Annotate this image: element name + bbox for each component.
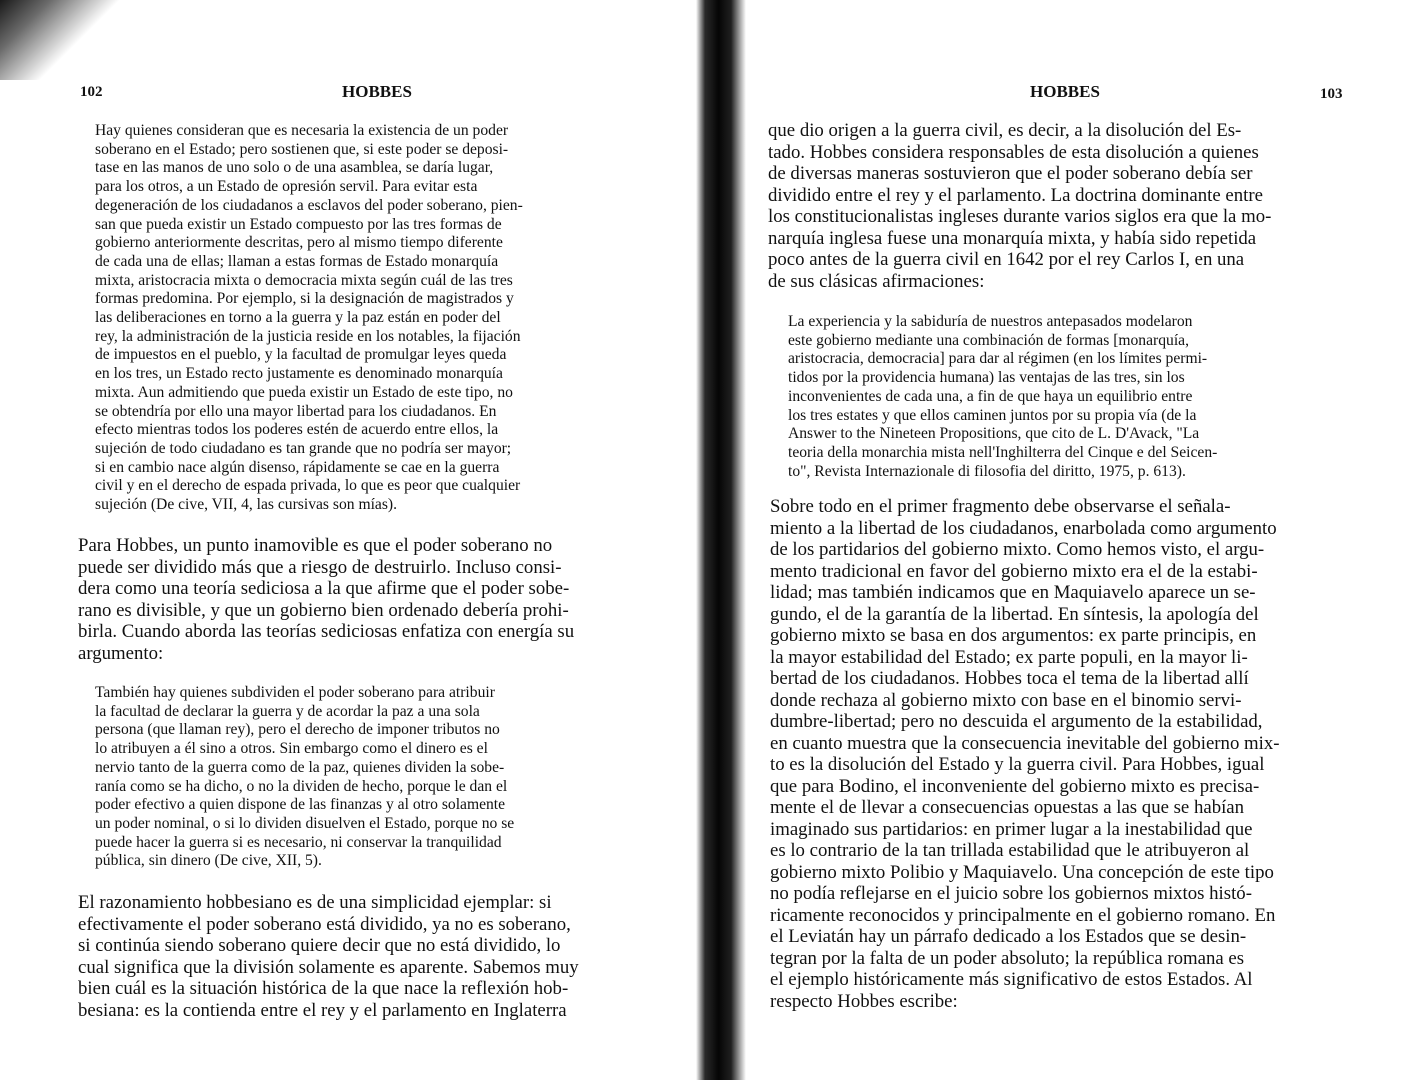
- paragraph: [768, 120, 1358, 292]
- text-line: gobierno mixto se basa en dos argumentos: ex parte principis, en: [770, 625, 1257, 646]
- text-line: cual significa que la división solamente es aparente. Sabemos muy: [78, 956, 579, 978]
- text-line: es lo contrario de la tan trillada estabilidad que le atribuyeron al: [770, 840, 1250, 861]
- text-line: efectivamente el poder soberano está dividido, ya no es soberano,: [78, 913, 571, 935]
- text-line: el Leviatán hay un párrafo dedicado a los Estados que se desin-: [770, 926, 1247, 947]
- text-line: tegran por la falta de un poder absoluto; la república romana es: [770, 947, 1245, 969]
- text-line: que para Bodino, el inconveniente del gobierno mixto es precisa-: [770, 775, 1260, 797]
- text-line: persona (que llaman rey), pero el derecho de imponer tributos no: [95, 721, 500, 739]
- text-line: dividido entre el rey y el parlamento. La doctrina dominante entre: [768, 184, 1263, 206]
- text-line: sujeción (De cive, VII, 4, las cursivas son mías).: [95, 496, 397, 514]
- text-line: teoria della monarchia mista nell'Inghilterra del Cinque e del Seicen-: [788, 443, 1218, 461]
- text-line: nervio tanto de la guerra como de la paz, quienes dividen la sobe-: [95, 758, 505, 776]
- text-line: de los partidarios del gobierno mixto. Como hemos visto, el argu-: [770, 539, 1265, 560]
- paragraph: [78, 892, 670, 1021]
- text-line: aristocracia, democracia] para dar al régimen (en los límites permi-: [788, 350, 1208, 368]
- text-line: inconvenientes de cada una, a fin de que haya un equilibrio entre: [788, 387, 1193, 405]
- text-line: en los tres, un Estado recto justamente es denominado monarquía: [95, 365, 503, 383]
- text-line: pública, sin dinero (De cive, XII, 5).: [95, 852, 322, 870]
- text-line: bertad de los ciudadanos. Hobbes toca el tema de la libertad allí: [770, 668, 1249, 689]
- text-line: puede ser dividido más que a riesgo de destruirlo. Incluso consi-: [78, 556, 562, 578]
- book-gutter: [696, 0, 746, 1080]
- text-line: to", Revista Internazionale di filosofia del diritto, 1975, p. 613).: [788, 462, 1186, 480]
- text-line: rey, la administración de la justicia reside en los notables, la fijación: [95, 327, 521, 345]
- text-line: mento tradicional en favor del gobierno mixto era el de la estabi-: [770, 560, 1258, 582]
- text-line: gobierno anteriormente descritas, pero al mismo tiempo diferente: [95, 234, 503, 252]
- text-line: También hay quienes subdividen el poder soberano para atribuir: [95, 684, 495, 701]
- text-line: no podía reflejarse en el juicio sobre los gobiernos mixtos histó-: [770, 883, 1252, 904]
- text-line: gundo, el de la garantía de la libertad. En síntesis, la apología del: [770, 603, 1259, 625]
- block-quote: [788, 313, 1353, 481]
- text-line: donde rechaza al gobierno mixto con base en el binomio servi-: [770, 689, 1242, 711]
- running-head: HOBBES: [1030, 82, 1100, 101]
- page-number: 102: [80, 84, 103, 100]
- text-line: besiana: es la contienda entre el rey y el parlamento en Inglaterra: [78, 999, 567, 1021]
- text-line: mente el de llevar a consecuencias opuestas a las que se habían: [770, 797, 1245, 818]
- text-line: lo atribuyen a él sino a otros. Sin embargo como el dinero es el: [95, 740, 488, 758]
- text-line: los tres estates y que ellos caminen juntos por su propia vía (de la: [788, 406, 1197, 424]
- text-line: la mayor estabilidad del Estado; ex parte populi, en la mayor li-: [770, 646, 1248, 668]
- text-line: tase en las manos de uno solo o de una asamblea, se daría lugar,: [95, 159, 494, 177]
- text-line: formas predomina. Por ejemplo, si la designación de magistrados y: [95, 290, 514, 308]
- text-line: el ejemplo históricamente más significativo de estos Estados. Al: [770, 969, 1253, 990]
- right-page: [746, 0, 1401, 1080]
- text-line: en cuanto muestra que la consecuencia inevitable del gobierno mix-: [770, 732, 1280, 754]
- text-line: lidad; mas también indicamos que en Maquiavelo aparece un se-: [770, 582, 1256, 603]
- text-line: que dio origen a la guerra civil, es decir, a la disolución del Es-: [768, 120, 1242, 141]
- text-line: to es la disolución del Estado y la guerra civil. Para Hobbes, igual: [770, 754, 1265, 775]
- text-line: Sobre todo en el primer fragmento debe observarse el señala-: [770, 496, 1231, 517]
- text-line: dera como una teoría sediciosa a la que afirme que el poder sobe-: [78, 578, 570, 599]
- text-line: san que pueda existir un Estado compuesto por las tres formas de: [95, 215, 502, 233]
- paragraph: [95, 122, 673, 515]
- text-line: rano es divisible, y que un gobierno bien ordenado debería prohi-: [78, 599, 569, 621]
- text-line: Para Hobbes, un punto inamovible es que el poder soberano no: [78, 535, 553, 556]
- text-line: las deliberaciones en torno a la guerra y la paz están en poder del: [95, 309, 501, 327]
- text-line: de diversas maneras sostuvieron que el poder soberano debía ser: [768, 163, 1253, 184]
- text-line: de impuestos en el pueblo, y la facultad de promulgar leyes queda: [95, 346, 507, 364]
- text-line: si continúa siendo soberano quiere decir que no está dividido, lo: [78, 935, 561, 956]
- text-line: puede hacer la guerra si es necesario, ni conservar la tranquilidad: [95, 833, 502, 851]
- text-line: sujeción de todo ciudadano es tan grande que no podría ser mayor;: [95, 439, 512, 457]
- text-line: El razonamiento hobbesiano es de una simplicidad ejemplar: si: [78, 892, 552, 913]
- text-line: se obtendría por ello una mayor libertad para los ciudadanos. En: [95, 402, 497, 420]
- text-line: civil y en el derecho de espada privada, lo que es peor que cualquier: [95, 477, 521, 495]
- text-line: para los otros, a un Estado de opresión servil. Para evitar esta: [95, 178, 478, 196]
- text-line: mixta, aristocracia mixta o democracia mixta según cuál de las tres: [95, 271, 513, 289]
- text-line: ranía como se ha dicho, o no la dividen de hecho, porque le dan el: [95, 777, 508, 795]
- text-line: Hay quienes consideran que es necesaria la existencia de un poder: [95, 122, 509, 139]
- text-line: Answer to the Nineteen Propositions, que cito de L. D'Avack, "La: [788, 425, 1200, 443]
- text-line: ricamente reconocidos y principalmente en el gobierno romano. En: [770, 904, 1276, 926]
- text-line: tado. Hobbes considera responsables de esta disolución a quienes: [768, 141, 1259, 163]
- text-line: este gobierno mediante una combinación de formas [monarquía,: [788, 331, 1189, 349]
- text-line: miento a la libertad de los ciudadanos, enarbolada como argumento: [770, 517, 1277, 539]
- text-line: degeneración de los ciudadanos a esclavos del poder soberano, pien-: [95, 196, 523, 214]
- text-line: los constitucionalistas ingleses durante varios siglos era que la mo-: [768, 206, 1272, 227]
- text-line: de cada una de ellas; llaman a estas formas de Estado monarquía: [95, 252, 499, 270]
- paragraph: [770, 496, 1360, 1012]
- text-line: de sus clásicas afirmaciones:: [768, 270, 985, 292]
- text-line: la facultad de declarar la guerra y de acordar la paz a una sola: [95, 702, 480, 720]
- text-line: soberano en el Estado; pero sostienen que, si este poder se deposi-: [95, 140, 509, 158]
- left-page: [0, 0, 696, 1080]
- text-line: gobierno mixto Polibio y Maquiavelo. Una concepción de este tipo: [770, 861, 1274, 883]
- text-line: La experiencia y la sabiduría de nuestros antepasados modelaron: [788, 313, 1193, 330]
- block-quote: [95, 684, 670, 871]
- text-line: respecto Hobbes escribe:: [770, 990, 958, 1012]
- text-line: birla. Cuando aborda las teorías sediciosas enfatiza con energía su: [78, 621, 575, 642]
- text-line: imaginado sus partidarios: en primer lugar a la inestabilidad que: [770, 818, 1253, 840]
- text-line: si en cambio nace algún disenso, rápidamente se cae en la guerra: [95, 458, 500, 476]
- text-line: poder efectivo a quien dispone de las finanzas y al otro solamente: [95, 796, 506, 814]
- text-line: dumbre-libertad; pero no descuida el argumento de la estabilidad,: [770, 711, 1263, 732]
- running-head: HOBBES: [342, 82, 412, 101]
- text-line: argumento:: [78, 642, 164, 664]
- text-line: un poder nominal, o si lo dividen disuelven el Estado, porque no se: [95, 814, 515, 832]
- text-line: bien cuál es la situación histórica de la que nace la reflexión hob-: [78, 978, 569, 999]
- paragraph: [78, 535, 670, 664]
- text-line: poco antes de la guerra civil en 1642 por el rey Carlos I, en una: [768, 249, 1245, 270]
- text-line: tidos por la providencia humana) las ventajas de las tres, sin los: [788, 369, 1185, 387]
- page-number: 103: [1320, 86, 1343, 102]
- text-line: mixta. Aun admitiendo que pueda existir un Estado de este tipo, no: [95, 383, 513, 401]
- text-line: narquía inglesa fuese una monarquía mixta, y había sido repetida: [768, 227, 1257, 249]
- text-line: efecto mientras todos los poderes estén de acuerdo entre ellos, la: [95, 421, 499, 439]
